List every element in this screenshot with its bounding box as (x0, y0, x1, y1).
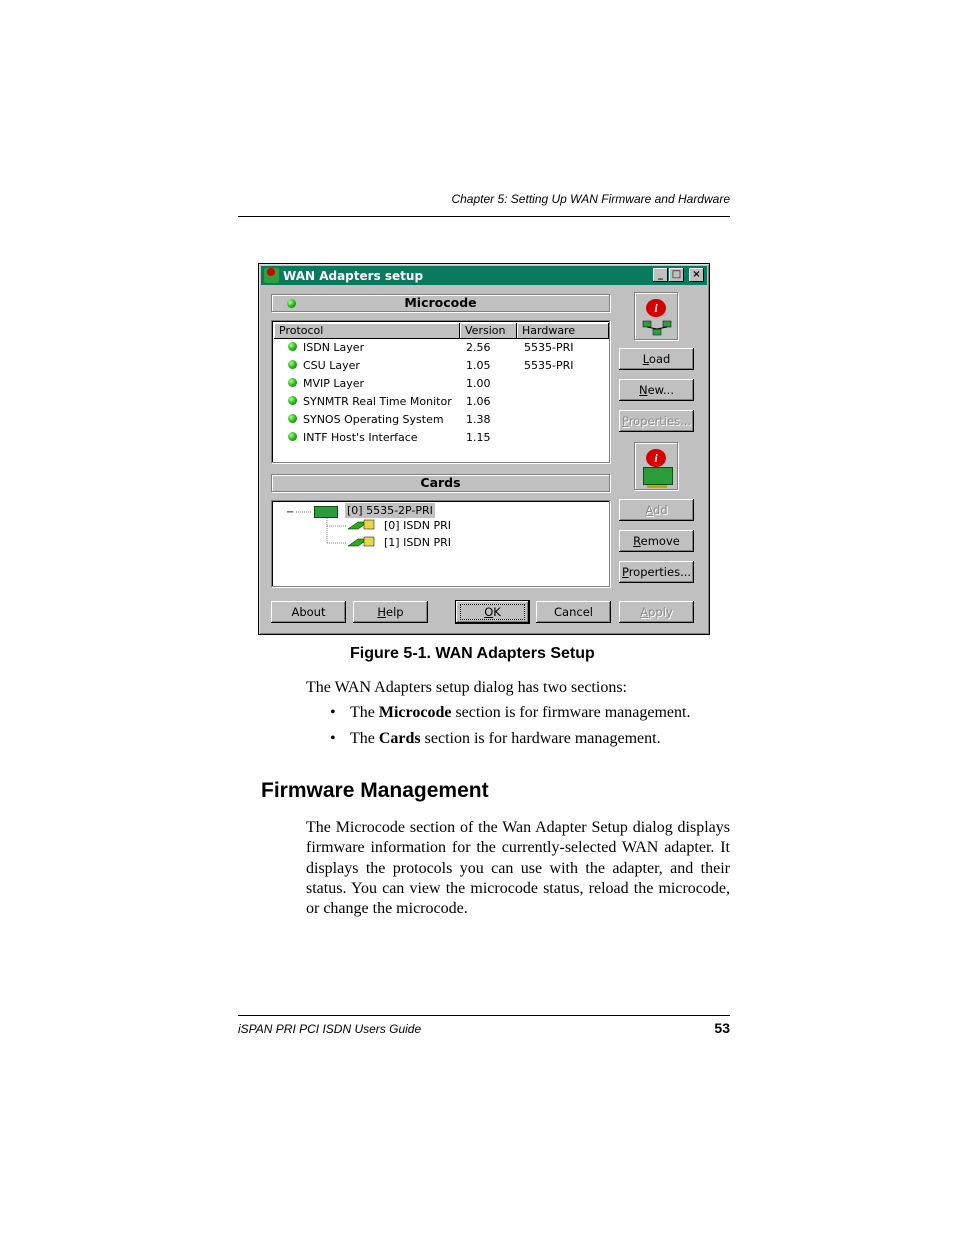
column-protocol[interactable]: Protocol (274, 323, 460, 339)
protocol-name: SYNMTR Real Time Monitor (303, 395, 452, 408)
microcode-header (271, 294, 610, 312)
card-icon (643, 467, 673, 485)
bullet-icon: • (330, 704, 336, 721)
help-button[interactable]: Help (353, 601, 428, 623)
protocol-hardware: 5535-PRI (524, 359, 574, 372)
bullet-icon: • (330, 730, 336, 747)
protocol-name: SYNOS Operating System (303, 413, 444, 426)
wan-adapters-dialog (258, 263, 710, 635)
minimize-button[interactable]: _ (653, 268, 668, 282)
page-number: 53 (714, 1020, 730, 1036)
info-badge: i (646, 449, 666, 467)
network-icon (641, 313, 673, 337)
microcode-properties-button[interactable]: Properties... (619, 410, 694, 432)
body-paragraph: The Microcode section of the Wan Adapter Setup dialog displays firmware information for the currently-selected WAN adapter. It displays the protocols you can use with the adapter, and their status. You can view the microcode status, reload the microcode, or change the microcode. (306, 819, 730, 918)
section-title: Firmware Management (261, 779, 489, 802)
add-button[interactable]: Add (619, 499, 694, 521)
app-icon (264, 268, 279, 283)
protocol-version: 1.15 (466, 431, 491, 444)
tree-expander[interactable]: − (286, 507, 295, 518)
figure-caption: Figure 5-1. WAN Adapters Setup (350, 645, 595, 662)
tree-port-node[interactable]: [0] ISDN PRI (384, 519, 452, 532)
load-button[interactable]: Load (619, 348, 694, 370)
status-led-icon (288, 396, 297, 405)
isdn-port-icon (346, 536, 376, 549)
network-info-icon (634, 292, 678, 340)
list-item[interactable] (274, 339, 607, 357)
protocol-name: CSU Layer (303, 359, 360, 372)
status-led-icon (288, 432, 297, 441)
close-button[interactable]: × (689, 268, 704, 282)
protocol-version: 1.06 (466, 395, 491, 408)
status-led-icon (288, 360, 297, 369)
list-item[interactable] (274, 393, 607, 411)
protocol-name: INTF Host's Interface (303, 431, 418, 444)
protocol-hardware: 5535-PRI (524, 341, 574, 354)
footer-rule (238, 1015, 730, 1016)
tree-card-node[interactable]: [0] 5535-2P-PRI (347, 504, 433, 517)
dialog-title: WAN Adapters setup (283, 269, 424, 283)
protocol-version: 1.00 (466, 377, 491, 390)
list-item[interactable] (274, 429, 607, 447)
apply-button[interactable]: Apply (619, 601, 694, 623)
dialog-titlebar[interactable] (261, 266, 707, 285)
cards-header: Cards (271, 474, 610, 492)
isdn-port-icon (346, 519, 376, 532)
about-button[interactable]: About (271, 601, 346, 623)
protocol-name: MVIP Layer (303, 377, 365, 390)
microcode-header-label: Microcode (404, 295, 477, 310)
header-rule (238, 216, 730, 217)
card-properties-button[interactable]: Properties... (619, 561, 694, 583)
list-item[interactable] (274, 411, 607, 429)
tree-port-node[interactable]: [1] ISDN PRI (384, 536, 452, 549)
info-badge: i (646, 299, 666, 317)
chapter-header: Chapter 5: Setting Up WAN Firmware and Hardware (451, 192, 730, 206)
maximize-button[interactable]: □ (669, 268, 684, 282)
cards-tree[interactable] (271, 500, 610, 587)
list-item[interactable] (274, 375, 607, 393)
column-hardware[interactable]: Hardware (517, 323, 609, 339)
list-item[interactable] (274, 357, 607, 375)
card-info-icon (634, 442, 678, 490)
protocol-list[interactable] (271, 320, 610, 463)
protocol-version: 1.38 (466, 413, 491, 426)
adapter-card-icon (314, 506, 338, 518)
footer-title: iSPAN PRI PCI ISDN Users Guide (238, 1022, 422, 1036)
status-led-icon (288, 342, 297, 351)
intro-paragraph: The WAN Adapters setup dialog has two sections: (306, 679, 627, 696)
protocol-name: ISDN Layer (303, 341, 365, 354)
protocol-version: 1.05 (466, 359, 491, 372)
status-led-icon (288, 378, 297, 387)
status-led-icon (288, 414, 297, 423)
remove-button[interactable]: Remove (619, 530, 694, 552)
cancel-button[interactable]: Cancel (536, 601, 611, 623)
status-led-icon (287, 299, 296, 308)
column-version[interactable]: Version (460, 323, 517, 339)
protocol-version: 2.56 (466, 341, 491, 354)
ok-button[interactable]: OK (456, 601, 529, 623)
new-button[interactable]: New... (619, 379, 694, 401)
